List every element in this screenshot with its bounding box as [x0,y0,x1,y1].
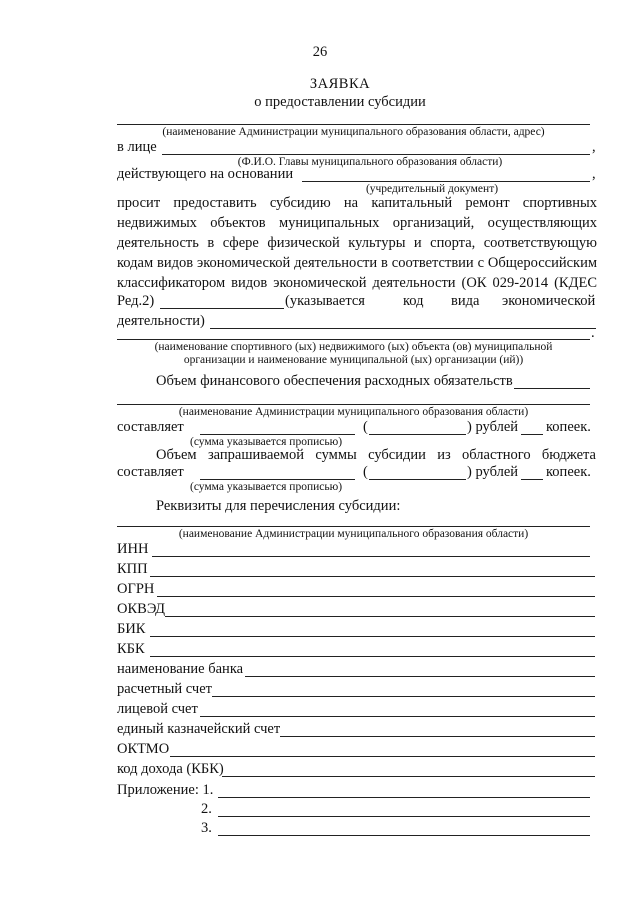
hint-admin-3: (наименование Администрации муниципального образования области) [178,528,529,540]
amount-rub-field-1[interactable] [369,434,466,435]
req-field-bik[interactable] [150,636,595,637]
req-label-bank: наименование банка [117,661,244,677]
body-line-2: недвижимых объектов муниципальных организаций, осуществляющих [117,215,597,231]
finance-field[interactable] [514,388,590,389]
label-acting: действующего на основании [117,166,294,182]
label-indicated: (указывается [285,293,365,309]
paren-open-1: ( [363,419,368,435]
label-amount-2: составляет [117,464,184,480]
body-line-4: кодам видов экономической деятельности в соответствии с Общероссийским [117,255,597,271]
appendix-2-label: 2. [201,801,212,817]
requested-line: Объем запрашиваемой суммы субсидии из областного бюджета [156,447,596,463]
req-field-oktmo[interactable] [170,756,595,757]
req-field-kpp[interactable] [150,576,595,577]
hint-admin: (наименование Администрации муниципального образования области, адрес) [162,126,545,138]
label-code: код [403,293,424,309]
sport-object-field[interactable] [117,339,590,340]
label-amount-1: составляет [117,419,184,435]
appendix-field-2[interactable] [218,816,590,817]
comma-1: , [592,139,596,155]
amount-kop-field-1[interactable] [521,434,543,435]
appendix-field-3[interactable] [218,835,590,836]
label-requisites: Реквизиты для перечисления субсидии: [156,498,401,514]
req-field-ogrn[interactable] [157,596,595,597]
kop-text-2: копеек. [546,464,591,480]
req-field-treasury-account[interactable] [280,736,595,737]
req-label-account: расчетный счет [117,681,212,697]
req-field-okved[interactable] [165,616,595,617]
admin-name-field-2[interactable] [117,404,590,405]
label-kind: вида [451,293,480,309]
label-finance: Объем финансового обеспечения расходных обязательств [156,373,513,389]
body-line-5: классификатором видов экономической деятельности (ОК 029-2014 (КДЕС [117,275,597,291]
req-field-income-code[interactable] [222,776,595,777]
req-label-ogrn: ОГРН [117,581,155,597]
body-line-3: деятельность в сфере физической культуры и спорта, соответствующую [117,235,597,251]
head-name-field[interactable] [162,154,590,155]
req-label-oktmo: ОКТМО [117,741,170,757]
req-field-kbk[interactable] [150,656,595,657]
admin-name-field[interactable] [117,124,590,125]
period-1: . [591,325,595,341]
page-number: 26 [312,44,328,60]
req-label-personal-account: лицевой счет [117,701,198,717]
comma-2: , [592,166,596,182]
label-appendix: Приложение: 1. [117,782,214,798]
req-label-inn: ИНН [117,541,149,557]
admin-name-field-3[interactable] [117,526,590,527]
req-label-treasury-account: единый казначейский счет [117,721,281,737]
req-label-bik: БИК [117,621,146,637]
hint-admin-2: (наименование Администрации муниципального образования области) [178,406,529,418]
activity-field[interactable] [210,328,596,329]
kop-text-1: копеек. [546,419,591,435]
rub-text-2: ) рублей [467,464,519,480]
basis-document-field[interactable] [302,181,590,182]
hint-head: (Ф.И.О. Главы муниципального образования области) [237,156,503,168]
req-field-bank[interactable] [245,676,595,677]
appendix-field-1[interactable] [218,797,590,798]
req-label-kpp: КПП [117,561,148,577]
req-field-inn[interactable] [152,556,590,557]
req-field-personal-account[interactable] [200,716,595,717]
body-line-1: просит предоставить субсидию на капитальный ремонт спортивных [117,195,597,211]
hint-sport-2: организации и наименование муниципальной (ых) организации (ий)) [183,354,524,366]
amount-words-field-2[interactable] [200,479,355,480]
req-label-income-code: код дохода (КБК) [117,761,224,777]
req-label-kbk: КБК [117,641,145,657]
label-in-person: в лице [117,139,157,155]
form-title: ЗАЯВКА [309,76,371,92]
hint-sport-1: (наименование спортивного (ых) недвижимого (ых) объекта (ов) муниципальной [154,341,553,353]
amount-kop-field-2[interactable] [521,479,543,480]
hint-doc: (учредительный документ) [365,183,499,195]
hint-sum-1: (сумма указывается прописью) [190,436,343,448]
okved-code-field[interactable] [160,308,284,309]
hint-sum-2: (сумма указывается прописью) [190,481,343,493]
label-economic: экономической [502,293,596,309]
rub-text-1: ) рублей [467,419,519,435]
form-subtitle: о предоставлении субсидии [254,94,426,110]
label-red2: Ред.2) [117,293,155,309]
paren-open-2: ( [363,464,368,480]
amount-words-field-1[interactable] [200,434,355,435]
appendix-3-label: 3. [201,820,212,836]
req-label-okved: ОКВЭД [117,601,166,617]
req-field-account[interactable] [212,696,595,697]
amount-rub-field-2[interactable] [369,479,466,480]
label-activity: деятельности) [117,313,205,329]
